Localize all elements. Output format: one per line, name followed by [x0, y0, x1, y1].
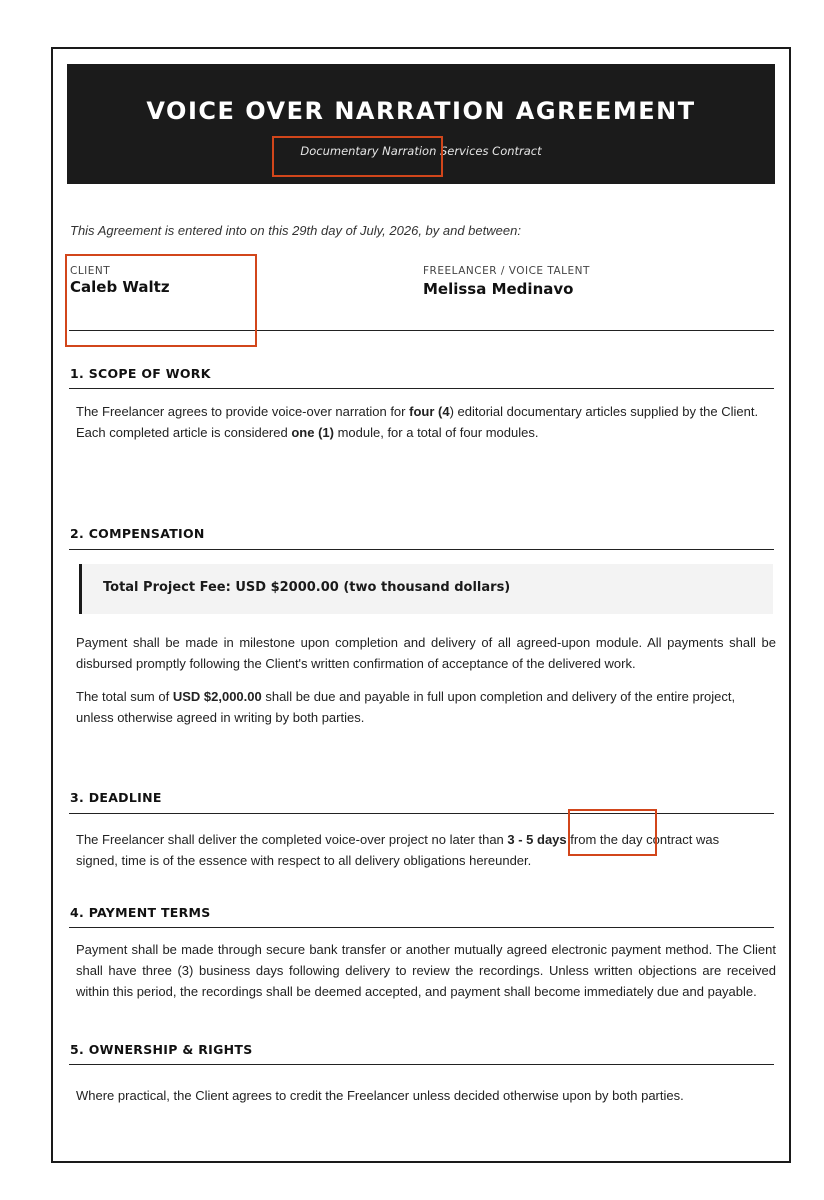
client-name: Caleb Waltz	[70, 278, 170, 296]
agreement-intro: This Agreement is entered into on this 29th day of July, 2026, by and between:	[70, 223, 521, 238]
highlight-box-subtitle	[272, 136, 443, 177]
section-heading-payment-terms: 4. PAYMENT TERMS	[70, 905, 211, 920]
deadline-paragraph: The Freelancer shall deliver the completed voice-over project no later than 3 - 5 days from the day contract was signed, time is of the essence with respect to all delivery obligations hereunder.	[76, 832, 720, 868]
section-heading-ownership: 5. OWNERSHIP & RIGHTS	[70, 1042, 253, 1057]
payment-terms-paragraph: Payment shall be made through secure bank transfer or another mutually agreed electronic payment method. The Client shall have three (3) business days following delivery to review the recordings. Unless written objections are received within this period, the recordings shall be deemed accepted, and payment shall become immediately due and payable.	[76, 942, 776, 999]
client-label: CLIENT	[70, 265, 111, 277]
compensation-paragraph-2: The total sum of USD $2,000.00 shall be due and payable in full upon completion and delivery of the entire project, unless otherwise agreed in writing by both parties.	[76, 689, 736, 725]
total-fee: Total Project Fee: USD $2000.00 (two thousand dollars)	[103, 580, 511, 595]
section-divider	[69, 549, 774, 550]
section-heading-scope: 1. SCOPE OF WORK	[70, 366, 211, 381]
compensation-paragraph-1: Payment shall be made in milestone upon completion and delivery of all agreed-upon module. All payments shall be disbursed promptly following the Client's written confirmation of acceptance of the delivered work.	[76, 635, 776, 671]
section-heading-compensation: 2. COMPENSATION	[70, 526, 205, 541]
section-divider	[69, 1064, 774, 1065]
freelancer-name: Melissa Medinavo	[423, 280, 574, 298]
section-heading-deadline: 3. DEADLINE	[70, 790, 162, 805]
highlight-box-deadline	[568, 809, 657, 856]
highlight-box-client	[65, 254, 257, 347]
section-divider	[69, 388, 774, 389]
contract-page	[51, 47, 791, 1163]
section-divider	[69, 813, 774, 814]
document-subtitle: Documentary Narration Services Contract	[300, 144, 542, 158]
ownership-paragraph: Where practical, the Client agrees to credit the Freelancer unless decided otherwise upon by both parties.	[76, 1088, 684, 1103]
fee-callout	[79, 564, 773, 614]
freelancer-label: FREELANCER / VOICE TALENT	[423, 265, 590, 277]
scope-paragraph: The Freelancer agrees to provide voice-over narration for four (4) editorial documentary articles supplied by the Client. Each completed article is considered one (1) module, for a total of four modules.	[76, 404, 759, 440]
document-title: VOICE OVER NARRATION AGREEMENT	[146, 97, 696, 125]
section-divider	[69, 927, 774, 928]
